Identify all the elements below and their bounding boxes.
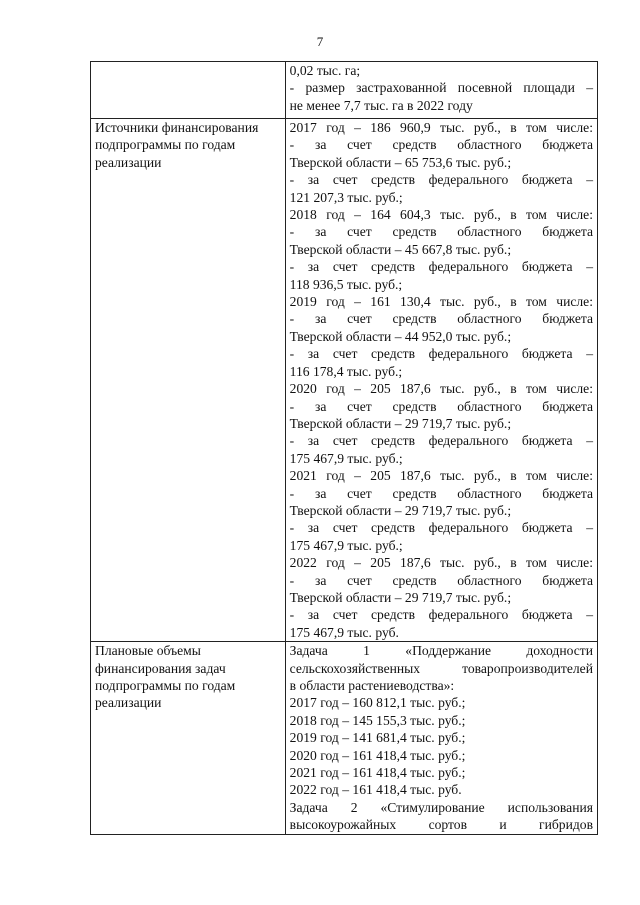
row-content-planned-volumes — [285, 642, 597, 835]
content-line: Задача 1 «Поддержание доходности — [289, 643, 593, 659]
content-line: 2019 год – 161 130,4 тыс. руб., в том числе: — [289, 294, 593, 310]
row-content — [285, 62, 597, 119]
content-line: - за счет средств федерального бюджета – — [289, 607, 593, 623]
content-line: 2020 год – 205 187,6 тыс. руб., в том числе: — [289, 381, 593, 397]
content-line: Тверской области – 65 753,6 тыс. руб.; — [289, 154, 512, 170]
content-line: 118 936,5 тыс. руб.; — [289, 276, 403, 292]
content-line: сельскохозяйственных товаропроизводителей — [289, 660, 593, 676]
content-line: Тверской области – 45 667,8 тыс. руб.; — [289, 241, 512, 257]
content-line: - за счет средств федерального бюджета – — [289, 259, 593, 275]
content-line: 2020 год – 161 418,4 тыс. руб.; — [289, 747, 466, 763]
content-line: - за счет средств федерального бюджета – — [289, 346, 593, 362]
content-line: - за счет средств областного бюджета — [289, 572, 593, 588]
content-line: - за счет средств областного бюджета — [289, 311, 593, 327]
subprogram-passport-table — [90, 61, 598, 835]
content-line: 0,02 тыс. га; — [289, 63, 361, 78]
content-line: - за счет средств федерального бюджета – — [289, 433, 593, 449]
content-line: 2022 год – 161 418,4 тыс. руб. — [289, 782, 462, 798]
content-line: 2022 год – 205 187,6 тыс. руб., в том числе: — [289, 555, 593, 571]
content-line: 2019 год – 141 681,4 тыс. руб.; — [289, 730, 466, 746]
content-line: 2017 год – 160 812,1 тыс. руб.; — [289, 695, 466, 711]
content-line: 175 467,9 тыс. руб.; — [289, 450, 403, 466]
row-label-planned-volumes: Плановые объемы финансирования задач подпрограммы по годам реализации — [91, 642, 286, 835]
content-line: Тверской области – 29 719,7 тыс. руб.; — [289, 502, 512, 518]
table-row — [91, 62, 598, 119]
content-line: Тверской области – 29 719,7 тыс. руб.; — [289, 589, 512, 605]
row-label — [91, 62, 286, 119]
content-line: высокоурожайных сортов и гибридов — [289, 817, 593, 833]
content-line: - за счет средств областного бюджета — [289, 485, 593, 501]
content-line: в области растениеводства»: — [289, 678, 455, 693]
row-label-financing-sources: Источники финансирования подпрограммы по годам реализации — [91, 119, 286, 642]
row-content-financing-sources — [285, 119, 597, 642]
content-line: 2017 год – 186 960,9 тыс. руб., в том числе: — [289, 120, 593, 135]
content-line: 2018 год – 164 604,3 тыс. руб., в том числе: — [289, 207, 593, 223]
content-line: 116 178,4 тыс. руб.; — [289, 363, 403, 379]
content-line: 2018 год – 145 155,3 тыс. руб.; — [289, 712, 466, 728]
content-line: 175 467,9 тыс. руб. — [289, 624, 399, 640]
content-line: - размер застрахованной посевной площади – — [289, 80, 593, 96]
content-line: - за счет средств областного бюджета — [289, 224, 593, 240]
content-line: - за счет средств федерального бюджета – — [289, 520, 593, 536]
content-line: Задача 2 «Стимулирование использования — [289, 799, 593, 815]
content-line: 121 207,3 тыс. руб.; — [289, 189, 403, 205]
content-line: - за счет средств областного бюджета — [289, 398, 593, 414]
content-line: 2021 год – 205 187,6 тыс. руб., в том числе: — [289, 468, 593, 484]
table-row — [91, 119, 598, 642]
content-line: 175 467,9 тыс. руб.; — [289, 537, 403, 553]
content-line: - за счет средств федерального бюджета – — [289, 172, 593, 188]
page-number: 7 — [316, 34, 324, 49]
content-line: - за счет средств областного бюджета — [289, 137, 593, 153]
content-line: 2021 год – 161 418,4 тыс. руб.; — [289, 765, 466, 781]
content-line: Тверской области – 29 719,7 тыс. руб.; — [289, 415, 512, 431]
table-row — [91, 642, 598, 835]
content-line: не менее 7,7 тыс. га в 2022 году — [289, 97, 473, 113]
content-line: Тверской области – 44 952,0 тыс. руб.; — [289, 328, 512, 344]
